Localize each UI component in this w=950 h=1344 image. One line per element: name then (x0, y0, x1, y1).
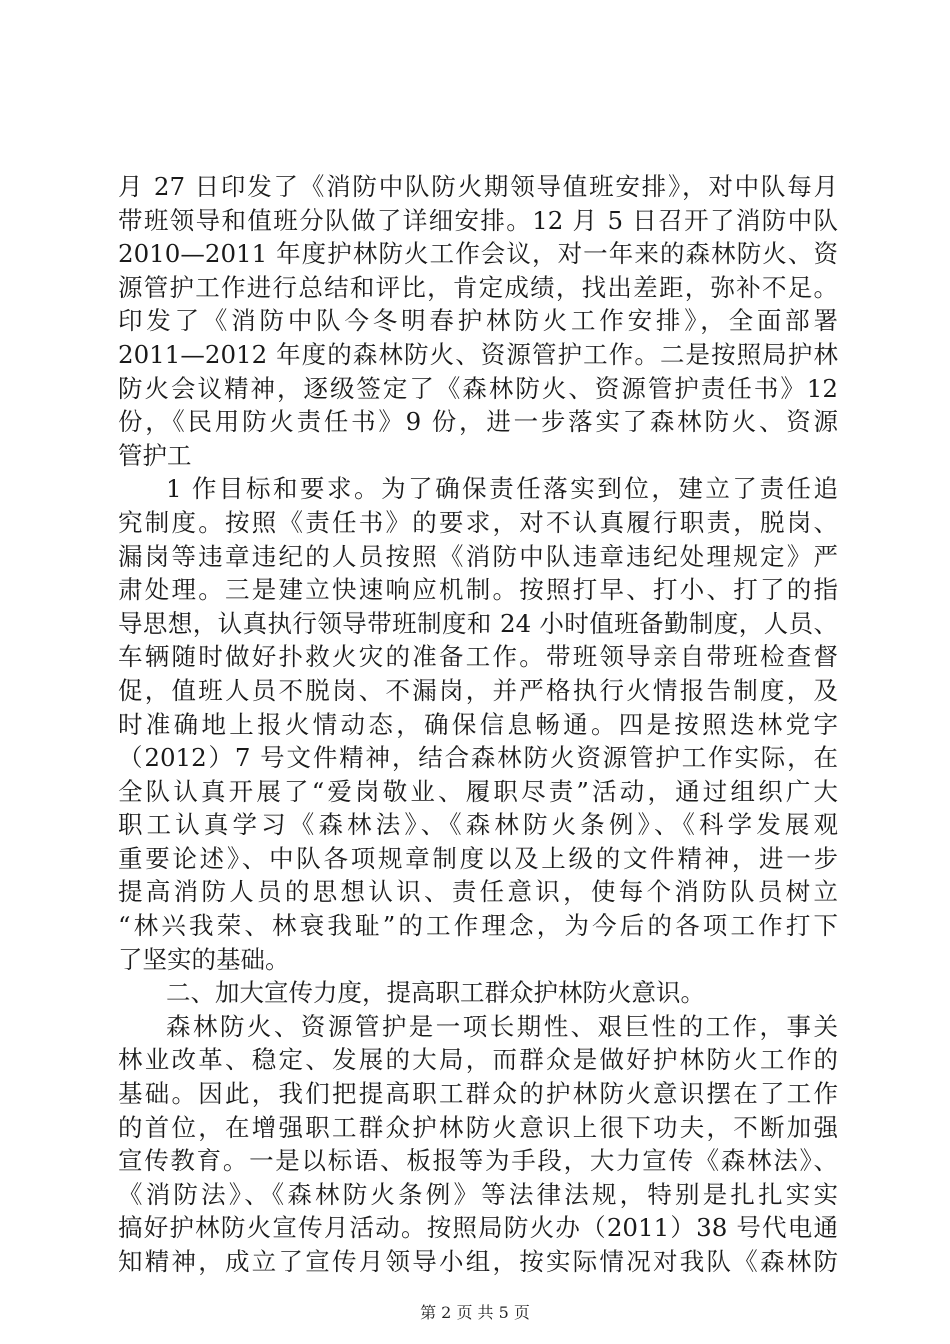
text-line: 搞好护林防火宣传月活动。按照局防火办（2011）38 号代电通 (118, 1213, 838, 1243)
text-line: 1 作目标和要求。为了确保责任落实到位，建立了责任追 (166, 474, 838, 504)
text-line: 林业改革、稳定、发展的大局，而群众是做好护林防火工作的 (118, 1045, 838, 1075)
text-line: 肃处理。三是建立快速响应机制。按照打早、打小、打了的指 (118, 575, 838, 605)
text-line: 2010—2011 年度护林防火工作会议，对一年来的森林防火、资 (118, 239, 838, 269)
text-line: 2011—2012 年度的森林防火、资源管护工作。二是按照局护林 (118, 339, 838, 369)
text-line: 的首位，在增强职工群众护林防火意识上很下功夫，不断加强 (118, 1112, 838, 1142)
text-line: 知精神，成立了宣传月领导小组，按实际情况对我队《森林防 (118, 1247, 838, 1276)
text-line: 管护工 (118, 440, 192, 470)
text-line: 全队认真开展了“爱岗敬业、履职尽责”活动，通过组织广大 (118, 776, 838, 806)
text-line: 漏岗等违章违纪的人员按照《消防中队违章违纪处理规定》严 (118, 541, 838, 571)
text-line: 基础。因此，我们把提高职工群众的护林防火意识摆在了工作 (118, 1079, 838, 1109)
text-line: 重要论述》、中队各项规章制度以及上级的文件精神，进一步 (118, 843, 838, 873)
text-line: 导思想，认真执行领导带班制度和 24 小时值班备勤制度，人员、 (118, 608, 838, 638)
text-line: 究制度。按照《责任书》的要求，对不认真履行职责，脱岗、 (118, 507, 838, 537)
text-line: 职工认真学习《森林法》、《森林防火条例》、《科学发展观 (118, 810, 838, 840)
text-line: 提高消防人员的思想认识、责任意识，使每个消防队员树立 (118, 877, 838, 907)
text-line: “林兴我荣、林衰我耻”的工作理念，为今后的各项工作打下 (118, 911, 838, 941)
text-line: 防火会议精神，逐级签定了《森林防火、资源管护责任书》12 (118, 373, 838, 403)
text-line: 月 27 日印发了《消防中队防火期领导值班安排》，对中队每月 (118, 172, 838, 201)
text-line: 带班领导和值班分队做了详细安排。12 月 5 日召开了消防中队 (118, 205, 838, 235)
text-line: 《消防法》、《森林防火条例》等法律法规，特别是扎扎实实 (118, 1179, 838, 1209)
text-line: 印发了《消防中队今冬明春护林防火工作安排》，全面部署 (118, 306, 838, 336)
text-line: 了坚实的基础。 (118, 944, 290, 974)
text-line: 宣传教育。一是以标语、板报等为手段，大力宣传《森林法》、 (118, 1146, 838, 1176)
text-line: 森林防火、资源管护是一项长期性、艰巨性的工作，事关 (166, 1011, 838, 1041)
document-body (118, 170, 838, 1279)
text-line: 源管护工作进行总结和评比，肯定成绩，找出差距，弥补不足。 (118, 272, 838, 302)
text-line: （2012）7 号文件精神，结合森林防火资源管护工作实际，在 (118, 743, 838, 773)
page-footer: 第 2 页 共 5 页 (420, 1303, 530, 1322)
text-line: 促，值班人员不脱岗、不漏岗，并严格执行火情报告制度，及 (118, 675, 838, 705)
text-line: 二、加大宣传力度，提高职工群众护林防火意识。 (166, 978, 705, 1008)
text-line: 时准确地上报火情动态，确保信息畅通。四是按照迭林党字 (118, 709, 838, 739)
text-line: 车辆随时做好扑救火灾的准备工作。带班领导亲自带班检查督 (118, 642, 838, 672)
text-line: 份，《民用防火责任书》9 份，进一步落实了森林防火、资源 (118, 407, 838, 437)
